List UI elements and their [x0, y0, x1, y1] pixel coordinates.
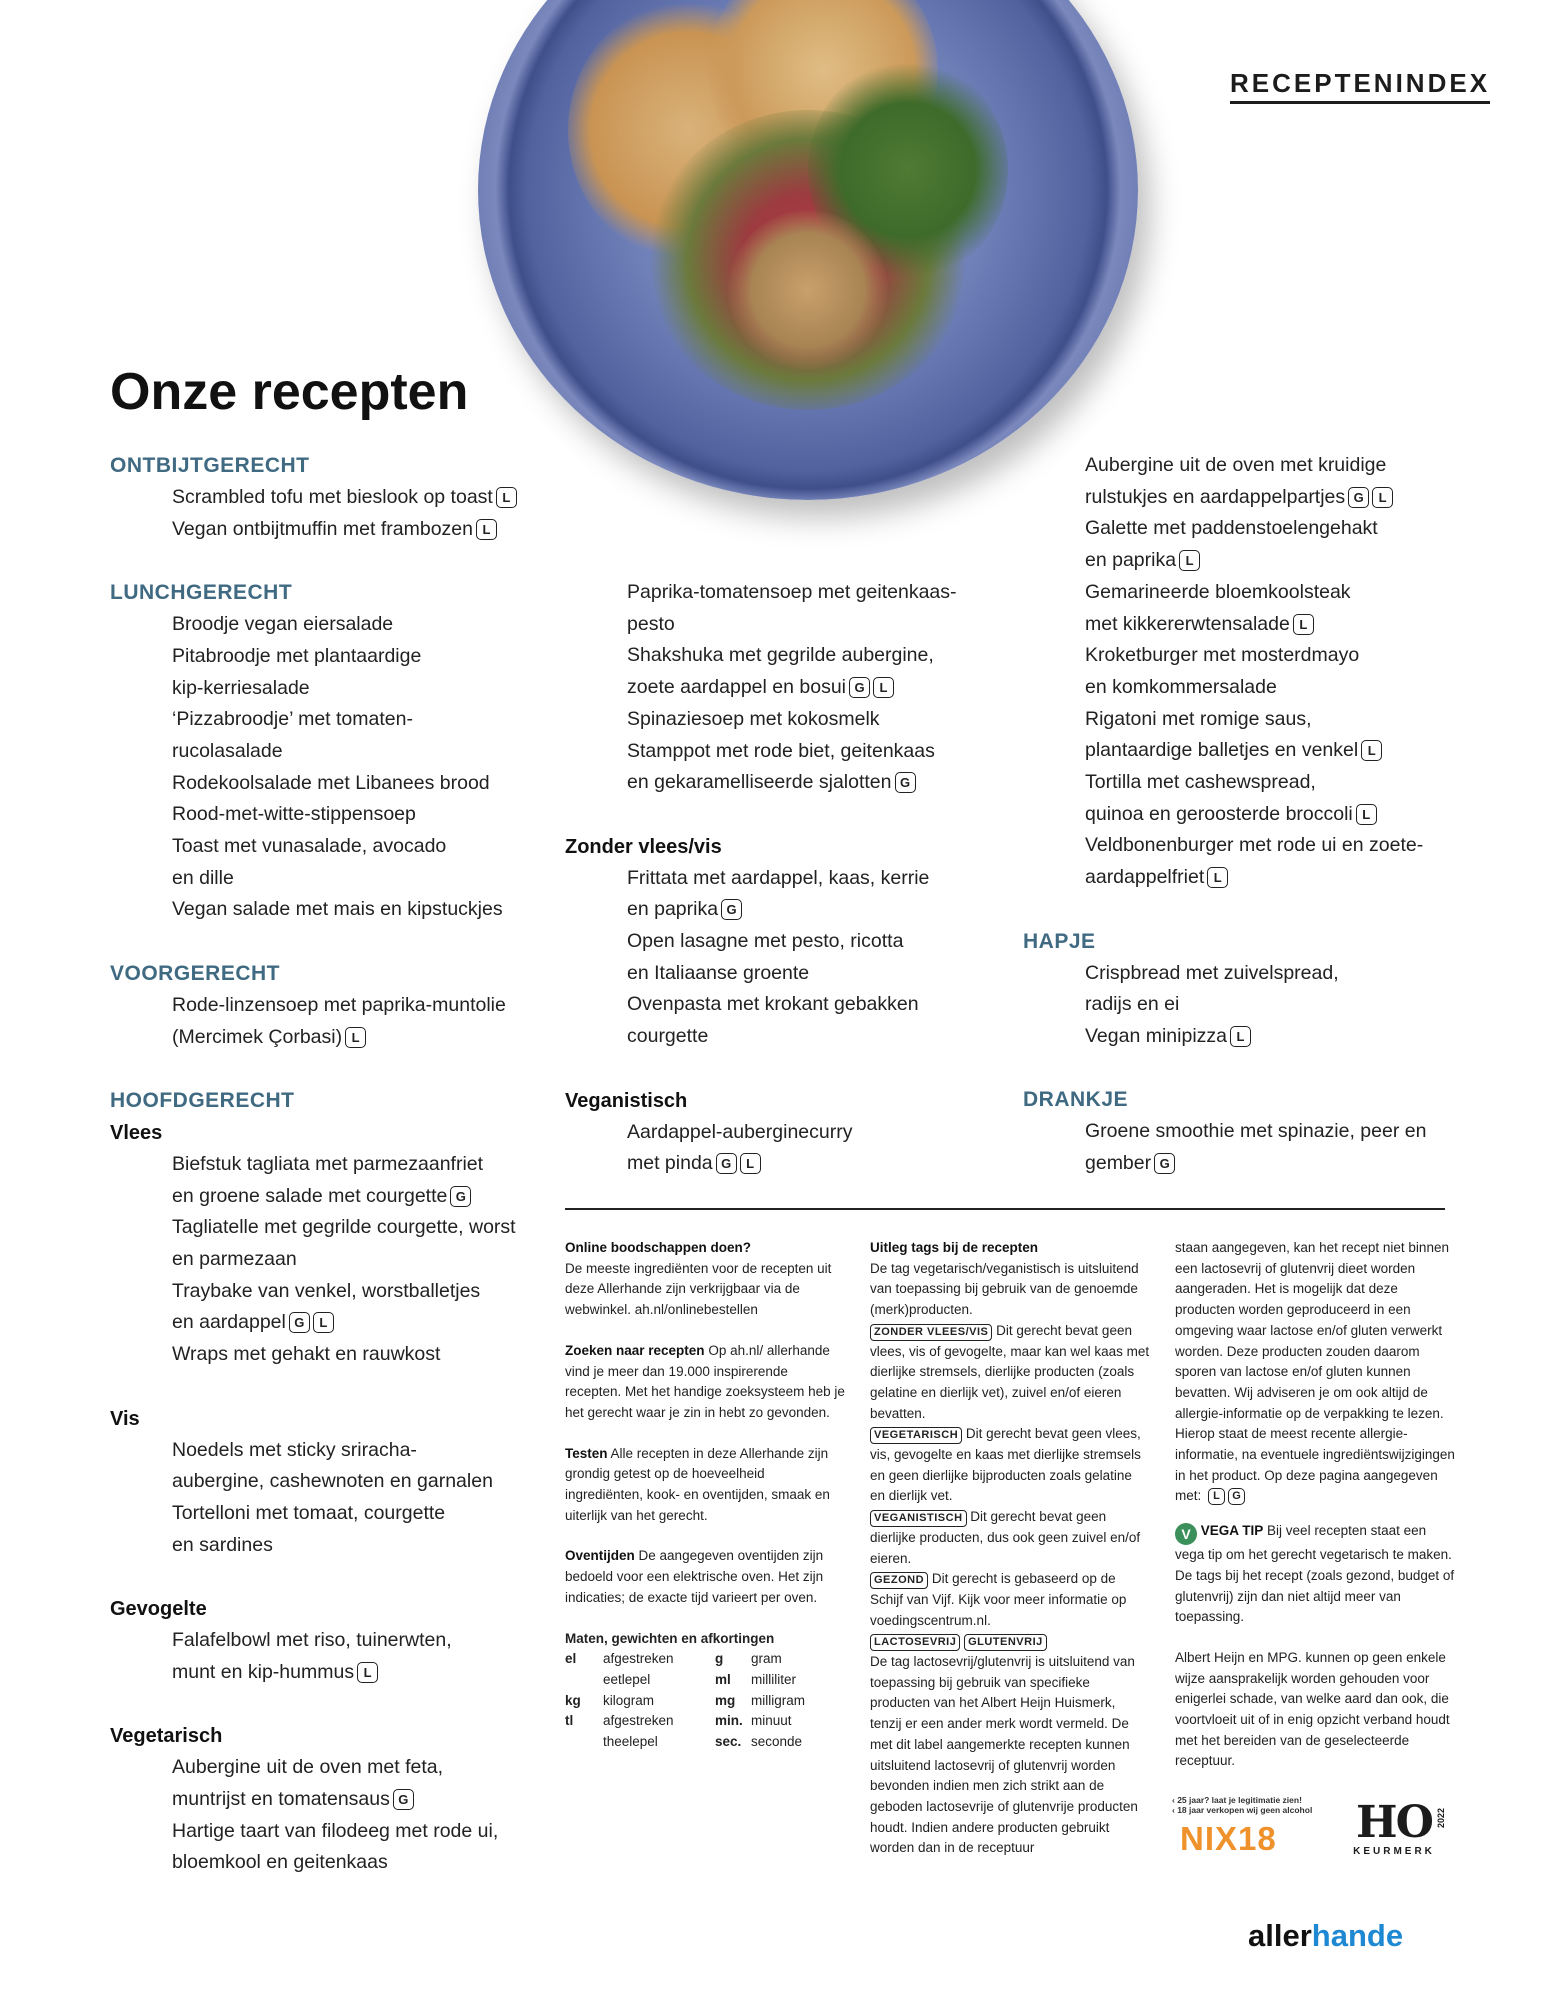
category-heading — [110, 958, 630, 990]
recipe-line — [110, 1149, 630, 1181]
recipe-line — [565, 894, 1025, 926]
unit-cell: ml — [715, 1671, 731, 1687]
recipe-line — [110, 704, 630, 736]
recipe-line — [110, 1816, 630, 1848]
recipe-line — [110, 1276, 630, 1308]
recipe-line — [110, 1212, 630, 1244]
recipe-text: Rigatoni met romige saus, — [1085, 707, 1312, 730]
recipe-line — [110, 1339, 630, 1371]
tag-g-icon: G — [895, 772, 916, 793]
units-table — [565, 1649, 845, 1753]
recipe-line — [110, 736, 630, 768]
recipe-text: Galette met paddenstoelengehakt — [1085, 517, 1378, 540]
spacer — [110, 545, 630, 577]
recipe-line — [1023, 704, 1483, 736]
recipe-line — [110, 1784, 630, 1816]
keurmerk-logo — [1348, 1797, 1446, 1870]
testen-title: Testen — [565, 1445, 608, 1461]
keurmerk-letters: HO — [1356, 1797, 1432, 1848]
category-heading — [110, 450, 630, 482]
recipe-text: aardappelfriet — [1085, 866, 1205, 889]
recipe-text: Noedels met sticky sriracha- — [172, 1438, 417, 1461]
category-heading — [110, 577, 630, 609]
recipe-line — [110, 1847, 630, 1879]
online-section — [565, 1238, 845, 1321]
recipe-text: Vegan salade met mais en kipstuckjes — [172, 898, 503, 921]
recipe-text: aubergine, cashewnoten en garnalen — [172, 1470, 493, 1493]
unit-cell: seconde — [751, 1734, 803, 1750]
allerhande-logo — [1248, 1918, 1403, 1954]
recipe-line — [565, 767, 1025, 799]
recipe-line — [110, 1530, 630, 1562]
unit-cell: theelepel — [603, 1734, 658, 1750]
subcategory-heading — [110, 1117, 630, 1149]
unit-cell: milliliter — [751, 1671, 796, 1687]
recipe-text: Veganistisch — [565, 1089, 688, 1112]
unit-cell: tl — [565, 1713, 574, 1729]
recipe-line — [110, 863, 630, 895]
tag-lactosevrij: LACTOSEVRIJ — [870, 1634, 960, 1651]
tag-l-icon: L — [313, 1312, 334, 1333]
recipe-text: Vlees — [110, 1121, 163, 1144]
unit-cell: min. — [715, 1713, 743, 1729]
recipe-line — [565, 640, 1025, 672]
recipe-text: rulstukjes en aardappelpartjes — [1085, 485, 1346, 508]
tag-gezond: GEZOND — [870, 1572, 928, 1589]
oventijden-title: Oventijden — [565, 1548, 635, 1564]
recipe-text: Wraps met gehakt en rauwkost — [172, 1343, 441, 1366]
recipe-text: radijs en ei — [1085, 993, 1180, 1016]
recipe-line — [565, 1021, 1025, 1053]
recipe-line — [565, 1117, 1025, 1149]
subcategory-heading — [110, 1403, 630, 1435]
spacer — [110, 1561, 630, 1593]
recipe-line — [1023, 830, 1483, 862]
recipe-text: Crispbread met zuivelspread, — [1085, 961, 1339, 984]
recipe-line — [110, 641, 630, 673]
recipe-text: Traybake van venkel, worstballetjes — [172, 1279, 481, 1302]
nix18-logo: NIX18 — [1180, 1820, 1277, 1857]
vega-tip-section — [1175, 1521, 1455, 1628]
recipe-text: Vegetarisch — [110, 1725, 223, 1748]
tag-g-icon: G — [716, 1153, 737, 1174]
recipe-text: Tortilla met cashewspread, — [1085, 771, 1316, 794]
recipe-text: Groene smoothie met spinazie, peer en — [1085, 1120, 1427, 1143]
brand-part-1: aller — [1248, 1918, 1312, 1953]
recipe-text: Toast met vunasalade, avocado — [172, 835, 447, 858]
recipe-text: Rodekoolsalade met Libanees brood — [172, 771, 490, 794]
recipe-text: en gekaramelliseerde sjalotten — [627, 771, 892, 794]
recipe-line — [1023, 767, 1483, 799]
category-heading — [1023, 1084, 1483, 1116]
subcategory-heading — [565, 1085, 1025, 1117]
tag-l-icon: L — [1356, 804, 1377, 825]
recipe-text: plantaardige balletjes en venkel — [1085, 739, 1359, 762]
recipe-line — [1023, 482, 1483, 514]
recipe-line — [1023, 450, 1483, 482]
recipe-line — [1023, 799, 1483, 831]
tag-vegetarisch: VEGETARISCH — [870, 1427, 962, 1444]
recipe-text: DRANKJE — [1023, 1088, 1129, 1112]
footer-divider — [565, 1208, 1445, 1210]
recipe-text: Shakshuka met gegrilde aubergine, — [627, 644, 934, 667]
recipe-line — [110, 1244, 630, 1276]
tag-l-icon: L — [1179, 550, 1200, 571]
recipe-text: zoete aardappel en bosui — [627, 676, 847, 699]
tag-g-icon: G — [1154, 1153, 1175, 1174]
recipe-line — [1023, 672, 1483, 704]
recipe-text: Vegan minipizza — [1085, 1024, 1228, 1047]
recipe-text: en groene salade met courgette — [172, 1184, 448, 1207]
tag-l-icon: L — [1230, 1026, 1251, 1047]
recipe-text: Veldbonenburger met rode ui en zoete- — [1085, 834, 1424, 857]
zoeken-body: Op ah.nl/ allerhande vind je meer dan 19.000 inspirerende recepten. Met het handige zoeksysteem heb je het gerecht waar je zin in hebt zo gevonden. — [565, 1342, 845, 1420]
recipe-text: VOORGERECHT — [110, 961, 281, 985]
recipe-line — [565, 704, 1025, 736]
recipe-line — [565, 672, 1025, 704]
recipe-text: en aardappel — [172, 1311, 286, 1334]
recipe-text: Gevogelte — [110, 1598, 207, 1621]
recipe-line — [110, 1657, 630, 1689]
testen-section — [565, 1444, 845, 1527]
recipe-line — [1023, 1148, 1483, 1180]
lactose-text: De tag lactosevrij/glutenvrij is uitsluitend van toepassing bij gebruik van specifieke producten van het Albert Heijn Huismerk, tenzij er een ander merk wordt vermeld. De met dit label aangemerkte recepten kunnen uitsluitend lactosevrij of glutenvrij worden bevonden indien men zich strikt aan de geboden lactosevrije of glutenvrije producten houdt. Indien andere producten gebruikt worden dan in de receptuur — [870, 1654, 1138, 1856]
disclaimer: Albert Heijn en MPG. kunnen op geen enkele wijze aansprakelijk worden gehouden voor enigerlei schade, van welke aard dan ook, die voortvloeit uit of in enig opzicht verband houdt met het bereiden van de geselecteerde receptuur. — [1175, 1649, 1450, 1769]
unit-cell: kg — [565, 1692, 581, 1708]
recipe-line — [565, 989, 1025, 1021]
recipe-line — [565, 926, 1025, 958]
recipe-line — [1023, 513, 1483, 545]
recipe-text: Spinaziesoep met kokosmelk — [627, 707, 880, 730]
recipe-line — [565, 736, 1025, 768]
recipe-text: Aubergine uit de oven met kruidige — [1085, 454, 1387, 476]
zonder-text: Dit gerecht bevat geen vlees, vis of gevogelte, maar kan wel kaas met dierlijke stremsels, dierlijke producten (zoals gelatine en dierlijk vet), zuivel en/of eieren bevatten. — [870, 1322, 1150, 1421]
spacer — [110, 1053, 630, 1085]
uitleg-title: Uitleg tags bij de recepten — [870, 1240, 1039, 1255]
recipe-text: Zonder vlees/vis — [565, 835, 722, 858]
recipe-line — [1023, 958, 1483, 990]
recipe-text: en Italiaanse groente — [627, 961, 810, 984]
recipe-line — [110, 990, 630, 1022]
zoeken-section — [565, 1341, 845, 1424]
recipe-text: HOOFDGERECHT — [110, 1088, 295, 1112]
tag-g-icon: G — [1228, 1488, 1245, 1505]
recipe-text: Aubergine uit de oven met feta, — [172, 1756, 444, 1779]
recipe-line — [1023, 1116, 1483, 1148]
recipe-text: Vis — [110, 1407, 140, 1430]
recipe-line — [110, 799, 630, 831]
recipe-line — [110, 1307, 630, 1339]
gezond-text: Dit gerecht is gebaseerd op de Schijf van Vijf. Kijk voor meer informatie op voedingscentrum.nl. — [870, 1571, 1127, 1628]
recipe-text: (Mercimek Çorbasi) — [172, 1025, 343, 1048]
unit-cell: mg — [715, 1692, 736, 1708]
spacer — [1023, 1053, 1483, 1085]
page-title: Onze recepten — [110, 363, 469, 421]
unit-cell: afgestreken — [603, 1651, 674, 1667]
tag-l-icon: L — [357, 1662, 378, 1683]
testen-body: Alle recepten in deze Allerhande zijn grondig getest op de hoeveelheid ingrediënten, kook- en oventijden, smaak en uiterlijk van het gerecht. — [565, 1445, 830, 1523]
spacer — [565, 1053, 1025, 1085]
oventijden-body: De aangegeven oventijden zijn bedoeld voor een elektrische oven. Het zijn indicaties; de exacte tijd varieert per oven. — [565, 1548, 824, 1605]
tag-g-icon: G — [849, 677, 870, 698]
unit-cell: g — [715, 1651, 724, 1667]
recipe-column-1 — [110, 450, 630, 1879]
recipe-text: Biefstuk tagliata met parmezaanfriet — [172, 1152, 484, 1175]
recipe-line — [110, 1022, 630, 1054]
tag-g-icon: G — [450, 1186, 471, 1207]
recipe-text: courgette — [627, 1025, 709, 1048]
tag-l-icon: L — [496, 487, 517, 508]
recipe-line — [565, 863, 1025, 895]
recipe-line — [1023, 545, 1483, 577]
tag-l-icon: L — [1372, 487, 1393, 508]
footer-column-3 — [1175, 1238, 1455, 1792]
recipe-text: met pinda — [627, 1152, 713, 1175]
recipe-text: Tortelloni met tomaat, courgette — [172, 1501, 446, 1524]
keurmerk-label: KEURMERK — [1353, 1846, 1435, 1857]
recipe-text: ‘Pizzabroodje’ met tomaten- — [172, 708, 413, 731]
nix18-notice — [1172, 1795, 1312, 1815]
recipe-text: Open lasagne met pesto, ricotta — [627, 930, 904, 953]
recipe-text: kip-kerriesalade — [172, 676, 310, 699]
unit-cell — [565, 1670, 603, 1691]
recipe-text: en paprika — [1085, 549, 1177, 572]
recipe-line — [1023, 640, 1483, 672]
tag-veganistisch: VEGANISTISCH — [870, 1510, 967, 1527]
recipe-text: quinoa en geroosterde broccoli — [1085, 802, 1353, 825]
recipe-line — [565, 1148, 1025, 1180]
recipe-line — [110, 482, 630, 514]
spacer — [565, 799, 1025, 831]
recipe-line — [565, 577, 1025, 609]
recipe-text: munt en kip-hummus — [172, 1660, 355, 1683]
allergy-text: staan aangegeven, kan het recept niet binnen een lactosevrij of glutenvrij dieet worden aangeraden. Het is mogelijk dat deze producten worden geproduceerd in een omgeving waar lactose en/of gluten verwerkt worden. Deze producten zouden daarom sporen van lactose en/of gluten kunnen bevatten. Wij adviseren je om ook altijd de allergie-informatie op de verpakking te lezen. Hierop staat de meest recente allergie-informatie, na eventuele ingrediëntswijzigingen in het product. Op deze pagina aangegeven met: — [1175, 1240, 1455, 1504]
recipe-text: rucolasalade — [172, 739, 283, 762]
tag-l-icon: L — [476, 519, 497, 540]
recipe-line — [110, 1466, 630, 1498]
unit-cell: gram — [751, 1651, 782, 1667]
tag-l-icon: L — [1207, 867, 1228, 888]
unit-cell: eetlepel — [603, 1671, 651, 1687]
recipe-text: Aardappel-auberginecurry — [627, 1120, 853, 1143]
tag-glutenvrij: GLUTENVRIJ — [964, 1634, 1047, 1651]
recipe-text: en komkommersalade — [1085, 675, 1277, 698]
tag-g-icon: G — [393, 1789, 414, 1810]
category-heading — [110, 1085, 630, 1117]
recipe-line — [110, 1625, 630, 1657]
tag-l-icon: L — [740, 1153, 761, 1174]
tag-g-icon: G — [289, 1312, 310, 1333]
recipe-text: Scrambled tofu met bieslook op toast — [172, 486, 493, 508]
tag-zonder-vlees-vis: ZONDER VLEES/VIS — [870, 1324, 992, 1341]
recipe-text: pesto — [627, 612, 675, 635]
spacer — [110, 1688, 630, 1720]
recipe-line — [1023, 1021, 1483, 1053]
subcategory-heading — [565, 831, 1025, 863]
tag-l-icon: L — [1293, 614, 1314, 635]
recipe-text: Vegan ontbijtmuffin met frambozen — [172, 517, 473, 540]
food-photo — [478, 0, 1138, 500]
recipe-text: Falafelbowl met riso, tuinerwten, — [172, 1629, 452, 1652]
recipe-line — [110, 514, 630, 546]
recipe-line — [1023, 862, 1483, 894]
footer-column-1 — [565, 1238, 845, 1753]
recipe-line — [110, 1435, 630, 1467]
recipe-text: gember — [1085, 1152, 1152, 1175]
vega-tip-text: Bij veel recepten staat een vega tip om het gerecht vegetarisch te maken. De tags bij het recept (zoals gezond, budget of glutenvrij) zijn dan niet altijd meer van toepassing. — [1175, 1523, 1455, 1625]
recipe-text: Hartige taart van filodeeg met rode ui, — [172, 1819, 499, 1842]
nix18-line-2: ‹ 18 jaar verkopen wij geen alcohol — [1172, 1805, 1313, 1815]
recipe-text: Gemarineerde bloemkoolsteak — [1085, 580, 1351, 603]
vega-tip-icon: V — [1175, 1523, 1197, 1545]
recipe-text: HAPJE — [1023, 929, 1096, 953]
recipe-line — [110, 1752, 630, 1784]
recipe-text: Kroketburger met mosterdmayo — [1085, 644, 1360, 667]
recipe-text: met kikkererwtensalade — [1085, 612, 1290, 635]
recipe-text: Rode-linzensoep met paprika-muntolie — [172, 993, 506, 1016]
recipe-text: Broodje vegan eiersalade — [172, 613, 394, 636]
recipe-line — [110, 831, 630, 863]
recipe-text: en parmezaan — [172, 1248, 297, 1271]
recipe-text: Tagliatelle met gegrilde courgette, worst — [172, 1216, 516, 1239]
nix18-line-1: ‹ 25 jaar? laat je legitimatie zien! — [1172, 1795, 1302, 1805]
unit-cell: sec. — [715, 1734, 742, 1750]
recipe-text: Ovenpasta met krokant gebakken — [627, 993, 919, 1016]
keurmerk-year: 2022 — [1436, 1808, 1446, 1829]
recipe-text: muntrijst en tomatensaus — [172, 1787, 390, 1810]
recepten-index-label: RECEPTENINDEX — [1230, 68, 1490, 104]
allergy-section — [1175, 1238, 1455, 1507]
recipe-text: Rood-met-witte-stippensoep — [172, 803, 416, 826]
subcategory-heading — [110, 1593, 630, 1625]
recipe-text: en sardines — [172, 1533, 273, 1556]
recipe-line — [565, 609, 1025, 641]
recipe-text: bloemkool en geitenkaas — [172, 1851, 388, 1874]
oventijden-section — [565, 1546, 845, 1608]
tag-l-icon: L — [873, 677, 894, 698]
recipe-line — [1023, 735, 1483, 767]
unit-cell: afgestreken — [603, 1713, 674, 1729]
subcategory-heading — [110, 1720, 630, 1752]
spacer — [1023, 894, 1483, 926]
recipe-line — [110, 673, 630, 705]
recipe-line — [110, 1181, 630, 1213]
zoeken-title: Zoeken naar recepten — [565, 1342, 705, 1358]
unit-cell: milligram — [751, 1692, 805, 1708]
maten-title: Maten, gewichten en afkortingen — [565, 1630, 775, 1646]
recipe-text: Frittata met aardappel, kaas, kerrie — [627, 866, 930, 889]
unit-cell: kilogram — [603, 1692, 655, 1708]
tag-g-icon: G — [1348, 487, 1369, 508]
recipe-column-3 — [1023, 450, 1483, 1180]
online-body: De meeste ingrediënten voor de recepten uit deze Allerhande zijn verkrijgbaar via de webwinkel. ah.nl/onlinebestellen — [565, 1260, 832, 1318]
recipe-text: ONTBIJTGERECHT — [110, 454, 310, 477]
tag-g-icon: G — [721, 899, 742, 920]
recipe-line — [1023, 577, 1483, 609]
recipe-line — [565, 958, 1025, 990]
footer-column-2 — [870, 1238, 1150, 1859]
recipe-line — [110, 609, 630, 641]
recipe-text: Pitabroodje met plantaardige — [172, 644, 422, 667]
tag-l-icon: L — [1208, 1488, 1225, 1505]
recipe-line — [110, 894, 630, 926]
online-title: Online boodschappen doen? — [565, 1240, 752, 1255]
unit-cell: minuut — [751, 1713, 792, 1729]
vegetarisch-text: Dit gerecht bevat geen vlees, vis, gevogelte en kaas met dierlijke stremsels en geen dierlijke bijproducten zoals gelatine en dierlijk vet. — [870, 1426, 1141, 1504]
recipe-text: Stamppot met rode biet, geitenkaas — [627, 739, 935, 762]
recipe-text: en paprika — [627, 898, 719, 921]
recipe-line — [110, 768, 630, 800]
tag-l-icon: L — [1361, 740, 1382, 761]
veganistisch-text: Dit gerecht bevat geen dierlijke producten, dus ook geen zuivel en/of eieren. — [870, 1509, 1141, 1566]
vega-tip-title: VEGA TIP — [1200, 1523, 1264, 1539]
tag-l-icon: L — [345, 1027, 366, 1048]
recipe-text: en dille — [172, 866, 234, 889]
recipe-line — [1023, 989, 1483, 1021]
unit-cell: el — [565, 1651, 577, 1667]
recipe-line — [1023, 609, 1483, 641]
recipe-text: LUNCHGERECHT — [110, 581, 293, 605]
unit-cell — [565, 1732, 603, 1753]
brand-part-2: hande — [1311, 1918, 1404, 1953]
recipe-text: Paprika-tomatensoep met geitenkaas- — [627, 581, 957, 603]
recipe-column-2 — [565, 577, 1025, 1180]
category-heading — [1023, 926, 1483, 958]
recipe-line — [110, 1498, 630, 1530]
uitleg-intro: De tag vegetarisch/veganistisch is uitsluitend van toepassing bij gebruik van de genoemde (merk)producten. — [870, 1260, 1139, 1318]
spacer — [110, 1371, 630, 1403]
spacer — [110, 926, 630, 958]
